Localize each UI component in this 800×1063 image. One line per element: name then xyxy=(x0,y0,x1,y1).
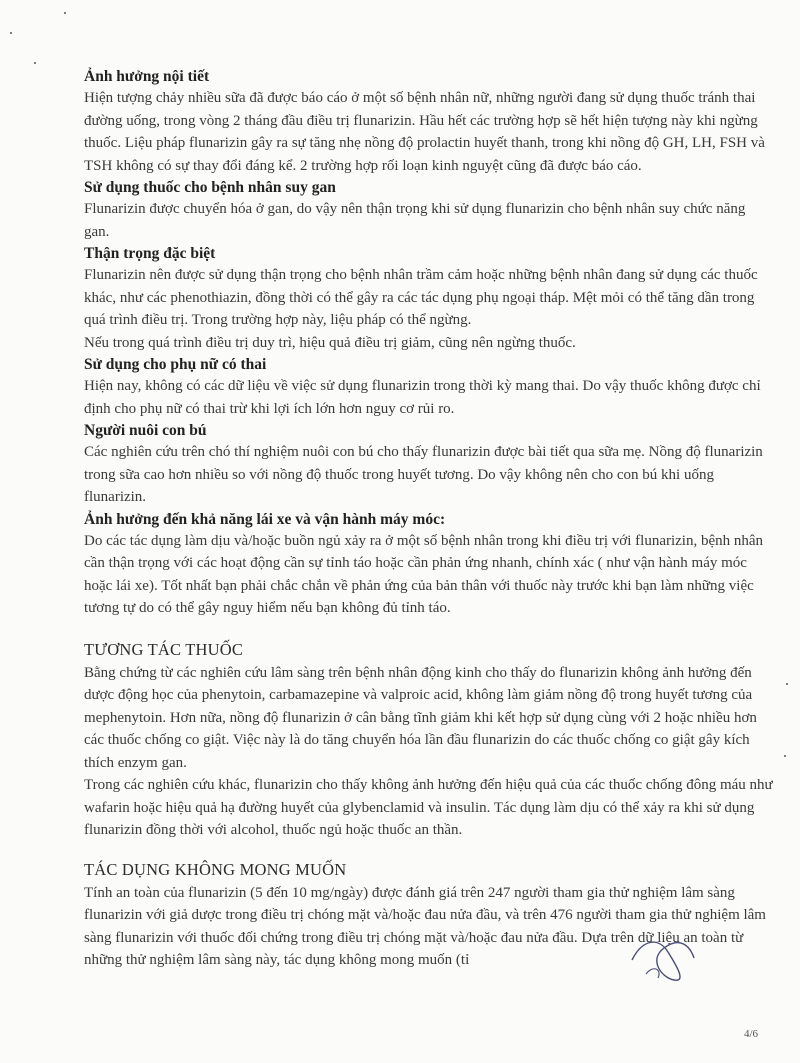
section-paragraph: Các nghiên cứu trên chó thí nghiệm nuôi con bú cho thấy flunarizin được bài tiết qua sữa mẹ. Nồng độ flunarizin trong sữa cao hơn nhiều so với nồng độ thuốc trong huyết tương. Do vậy không nên cho con bú khi uống flunarizin. xyxy=(84,444,763,505)
section-paragraph: Nếu trong quá trình điều trị duy trì, hiệu quả điều trị giảm, cũng nên ngừng thuốc. xyxy=(84,334,576,351)
adverse-effects-paragraph: Tính an toàn của flunarizin (5 đến 10 mg/ngày) được đánh giá trên 247 người tham gia thử nghiệm lâm sàng flunarizin với giả dược trong điều trị chóng mặt và/hoặc đau nửa đầu, và trên 476 người tham gia thử nghiệm lâm sàng flunarizin với thuốc đối chứng trong điều trị chóng mặt và/hoặc đau nửa đầu. Dựa trên dữ liệu an toàn từ những thử nghiệm lâm sàng này, tác dụng không mong muốn (tỉ xyxy=(84,884,766,968)
scan-speck xyxy=(64,12,66,14)
section-heading: Ảnh hưởng đến khả năng lái xe và vận hành máy móc: xyxy=(84,510,446,528)
interactions-title: TƯƠNG TÁC THUỐC xyxy=(84,639,244,659)
section-spacer xyxy=(84,842,774,858)
section-spacer xyxy=(84,620,774,638)
section-heading: Người nuôi con bú xyxy=(84,422,207,439)
signature-mark xyxy=(628,930,698,990)
interactions-paragraph: Trong các nghiên cứu khác, flunarizin cho thấy không ảnh hưởng đến hiệu quả của các thuốc chống đông máu như wafarin hoặc hiệu quả hạ đường huyết của glybenclamid và insulin. Tác dụng làm dịu có thể xảy ra khi sử dụng flunarizin đồng thời với alcohol, thuốc ngủ hoặc thuốc an thần. xyxy=(84,777,773,838)
page-number: 4/6 xyxy=(744,1028,759,1040)
scan-speck xyxy=(10,32,12,34)
scan-speck xyxy=(784,755,786,757)
scan-speck xyxy=(34,62,36,64)
scan-speck xyxy=(786,683,788,685)
document-body xyxy=(84,66,774,972)
section-heading: Sử dụng cho phụ nữ có thai xyxy=(84,356,267,373)
section-heading: Thận trọng đặc biệt xyxy=(84,245,216,262)
section-paragraph: Flunarizin nên được sử dụng thận trọng cho bệnh nhân trầm cảm hoặc những bệnh nhân đang sử dụng các thuốc khác, như các phenothiazin, đồng thời có thể gây ra các tác dụng phụ ngoại tháp. Mệt mỏi có thể tăng dần trong quá trình điều trị. Trong trường hợp này, liệu pháp có thể ngừng. xyxy=(84,267,758,328)
section-paragraph: Hiện tượng chảy nhiều sữa đã được báo cáo ở một số bệnh nhân nữ, những người đang sử dụng thuốc tránh thai đường uống, trong vòng 2 tháng đầu điều trị flunarizin. Hầu hết các trường hợp sẽ hết hiện tượng này khi ngừng thuốc. Liệu pháp flunarizin gây ra sự tăng nhẹ nồng độ prolactin huyết thanh, trong khi nồng độ GH, LH, FSH và TSH không có sự thay đổi đáng kể. 2 trường hợp rối loạn kinh nguyệt cũng đã được báo cáo. xyxy=(84,90,765,174)
interactions-paragraph: Bằng chứng từ các nghiên cứu lâm sàng trên bệnh nhân động kinh cho thấy do flunarizin không ảnh hưởng đến dược động học của phenytoin, carbamazepine và valproic acid, không làm giảm nồng độ trong huyết tương của mephenytoin. Hơn nữa, nồng độ flunarizin ở cân bằng tĩnh giảm khi kết hợp sử dụng cùng với 2 hoặc nhiều hơn các thuốc chống co giật. Việc này là do tăng chuyển hóa lần đầu flunarizin do các thuốc chống co giật gây kích thích enzym gan. xyxy=(84,664,757,771)
section-paragraph: Do các tác dụng làm dịu và/hoặc buồn ngủ xảy ra ở một số bệnh nhân trong khi điều trị với flunarizin, bệnh nhân cần thận trọng với các hoạt động cần sự tỉnh táo hoặc cần phản ứng nhanh, chính xác ( như vận hành máy móc hoặc lái xe). Tốt nhất bạn phải chắc chắn về phản ứng của bản thân với thuốc này trước khi bạn làm những việc tương tự do có thể gây nguy hiểm nếu bạn không đủ tỉnh táo. xyxy=(84,532,764,616)
adverse-effects-title: TÁC DỤNG KHÔNG MONG MUỐN xyxy=(84,859,347,879)
section-heading: Sử dụng thuốc cho bệnh nhân suy gan xyxy=(84,179,336,196)
section-paragraph: Hiện nay, không có các dữ liệu về việc sử dụng flunarizin trong thời kỳ mang thai. Do vậy thuốc không được chỉ định cho phụ nữ có thai trừ khi lợi ích lớn hơn nguy cơ rủi ro. xyxy=(84,378,761,417)
section-heading: Ảnh hưởng nội tiết xyxy=(84,68,210,85)
section-paragraph: Flunarizin được chuyển hóa ở gan, do vậy nên thận trọng khi sử dụng flunarizin cho bệnh nhân suy chức năng gan. xyxy=(84,201,746,240)
